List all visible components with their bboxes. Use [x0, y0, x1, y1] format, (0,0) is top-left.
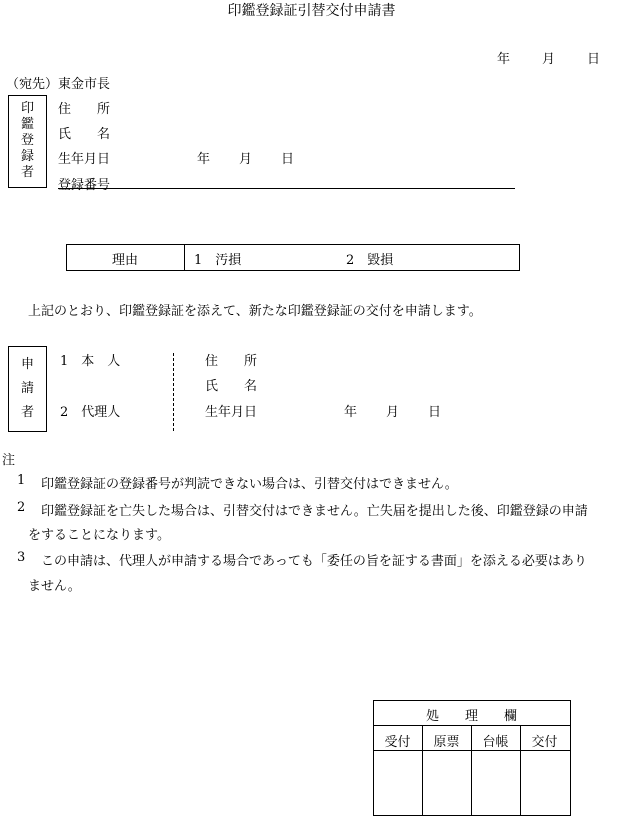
applicant-divider: [173, 353, 174, 431]
date-year: 年: [497, 52, 511, 67]
note-1-number: 1: [17, 473, 26, 488]
registrant-label-char: 録: [20, 149, 34, 164]
applicant-label-char: 申: [20, 357, 34, 372]
note-3-line2: ません。: [28, 579, 81, 594]
note-2-line1: 印鑑登録証を亡失した場合は、引替交付はできません。亡失届を提出した後、印鑑登録の申請: [41, 504, 588, 519]
registrant-label-char: 者: [20, 165, 34, 180]
processing-col-issuance: 交付: [531, 735, 558, 750]
applicant-birth-month: 月: [386, 405, 400, 420]
applicant-option-self: 1 本 人: [60, 354, 121, 369]
processing-title: 処 理 欄: [425, 709, 517, 724]
regnumber-underline: [58, 188, 515, 189]
registrant-birth-year: 年: [197, 152, 211, 167]
date-month: 月: [542, 52, 556, 67]
registrant-birthdate-label: 生年月日: [58, 152, 111, 167]
page-title: 印鑑登録証引替交付申請書: [227, 3, 396, 19]
date-day: 日: [587, 52, 601, 67]
note-1: 印鑑登録証の登録番号が判読できない場合は、引替交付はできません。: [41, 477, 458, 492]
registrant-label-box: [8, 95, 47, 188]
applicant-option-agent: 2 代理人: [60, 405, 121, 420]
processing-col-reception: 受付: [384, 735, 411, 750]
reason-divider: [184, 244, 185, 270]
registrant-birth-day: 日: [281, 152, 295, 167]
note-3-number: 3: [17, 550, 26, 565]
addressee: （宛先）東金市長: [6, 77, 111, 92]
registrant-address-label: 住 所: [58, 102, 111, 117]
applicant-name-label: 氏 名: [205, 379, 258, 394]
applicant-birth-day: 日: [428, 405, 442, 420]
registrant-label-char: 登: [20, 133, 34, 148]
reason-option-damaged: 2 毀損: [346, 253, 394, 268]
applicant-birth-year: 年: [344, 405, 358, 420]
registrant-birth-month: 月: [239, 152, 253, 167]
statement: 上記のとおり、印鑑登録証を添えて、新たな印鑑登録証の交付を申請します。: [28, 304, 482, 319]
applicant-label-box: [8, 346, 47, 432]
processing-col-original: 原票: [433, 735, 460, 750]
note-2-number: 2: [17, 500, 26, 515]
note-3-line1: この申請は、代理人が申請する場合であっても「委任の旨を証する書面」を添える必要はあり: [41, 554, 587, 569]
note-2-line2: をすることになります。: [28, 528, 170, 543]
applicant-address-label: 住 所: [205, 354, 258, 369]
notes-heading: 注: [2, 453, 16, 468]
registrant-label-char: 印: [20, 101, 34, 116]
applicant-label-char: 者: [20, 405, 34, 420]
processing-col-ledger: 台帳: [482, 735, 509, 750]
registrant-label-char: 鑑: [20, 117, 34, 132]
applicant-birthdate-label: 生年月日: [205, 405, 258, 420]
registrant-name-label: 氏 名: [58, 127, 111, 142]
applicant-label-char: 請: [20, 381, 34, 396]
reason-label: 理由: [111, 253, 138, 268]
registrant-regnumber-label: 登録番号: [58, 178, 111, 193]
reason-option-soiled: 1 汚損: [194, 253, 242, 268]
